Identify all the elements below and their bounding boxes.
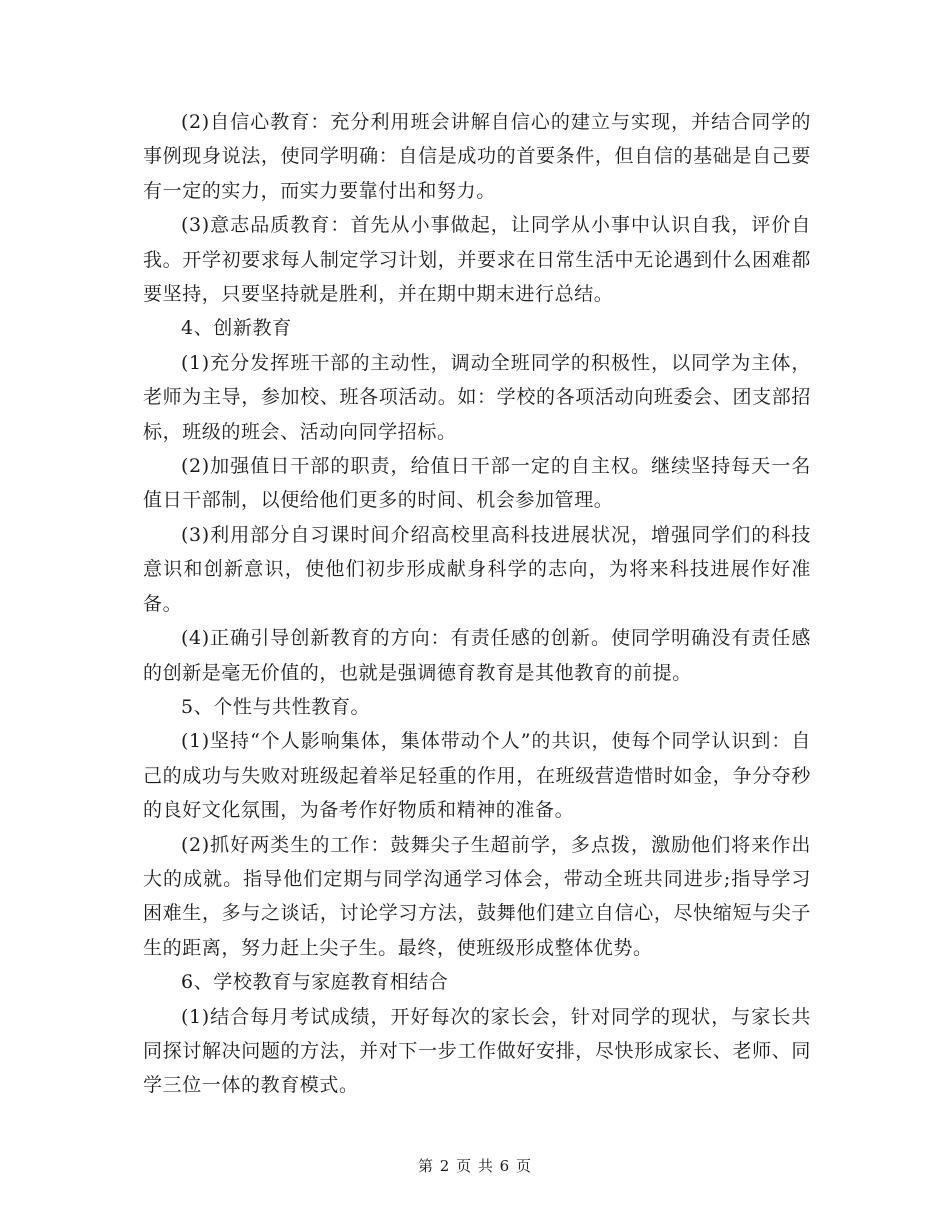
paragraph: (2)抓好两类生的工作：鼓舞尖子生超前学，多点拨，激励他们将来作出大的成就。指导他们定期与同学沟通学习体会，带动全班共同进步;指导学习困难生，多与之谈话，讨论学习方法，鼓舞他们建立自信心，尽快缩短与尖子生的距离，努力赶上尖子生。最终，使班级形成整体优势。 xyxy=(143,833,811,959)
paragraph: (3)利用部分自习课时间介绍高校里高科技进展状况，增强同学们的科技意识和创新意识，使他们初步形成献身科学的志向，为将来科技进展作好准备。 xyxy=(143,523,811,615)
paragraph: (3)意志品质教育：首先从小事做起，让同学从小事中认识自我，评价自我。开学初要求每人制定学习计划，并要求在日常生活中无论遇到什么困难都要坚持，只要坚持就是胜利，并在期中期末进行总结。 xyxy=(143,214,811,306)
paragraph: (1)结合每月考试成绩，开好每次的家长会，针对同学的现状，与家长共同探讨解决问题的方法，并对下一步工作做好安排，尽快形成家长、老师、同学三位一体的教育模式。 xyxy=(143,1005,811,1097)
section-heading: 4、创新教育 xyxy=(181,317,292,340)
paragraph: (4)正确引导创新教育的方向：有责任感的创新。使同学明确没有责任感的创新是毫无价值的，也就是强调德育教育是其他教育的前提。 xyxy=(143,627,811,684)
page-number: 第 2 页 共 6 页 xyxy=(418,1157,532,1175)
paragraph: (1)充分发挥班干部的主动性，调动全班同学的积极性，以同学为主体，老师为主导，参加校、班各项活动。如：学校的各项活动向班委会、团支部招标，班级的班会、活动向同学招标。 xyxy=(143,351,811,443)
paragraph: (2)加强值日干部的职责，给值日干部一定的自主权。继续坚持每天一名值日干部制，以便给他们更多的时间、机会参加管理。 xyxy=(143,455,811,512)
document-body xyxy=(143,105,811,1103)
paragraph: (2)自信心教育：充分利用班会讲解自信心的建立与实现，并结合同学的事例现身说法，使同学明确：自信是成功的首要条件，但自信的基础是自己要有一定的实力，而实力要靠付出和努力。 xyxy=(143,111,811,202)
section-heading: 5、个性与共性教育。 xyxy=(181,695,371,718)
paragraph: (1)坚持“个人影响集体，集体带动个人”的共识，使每个同学认识到：自己的成功与失败对班级起着举足轻重的作用，在班级营造惜时如金，争分夺秒的良好文化氛围，为备考作好物质和精神的准备。 xyxy=(143,730,811,822)
section-heading: 6、学校教育与家庭教育相结合 xyxy=(181,971,449,994)
